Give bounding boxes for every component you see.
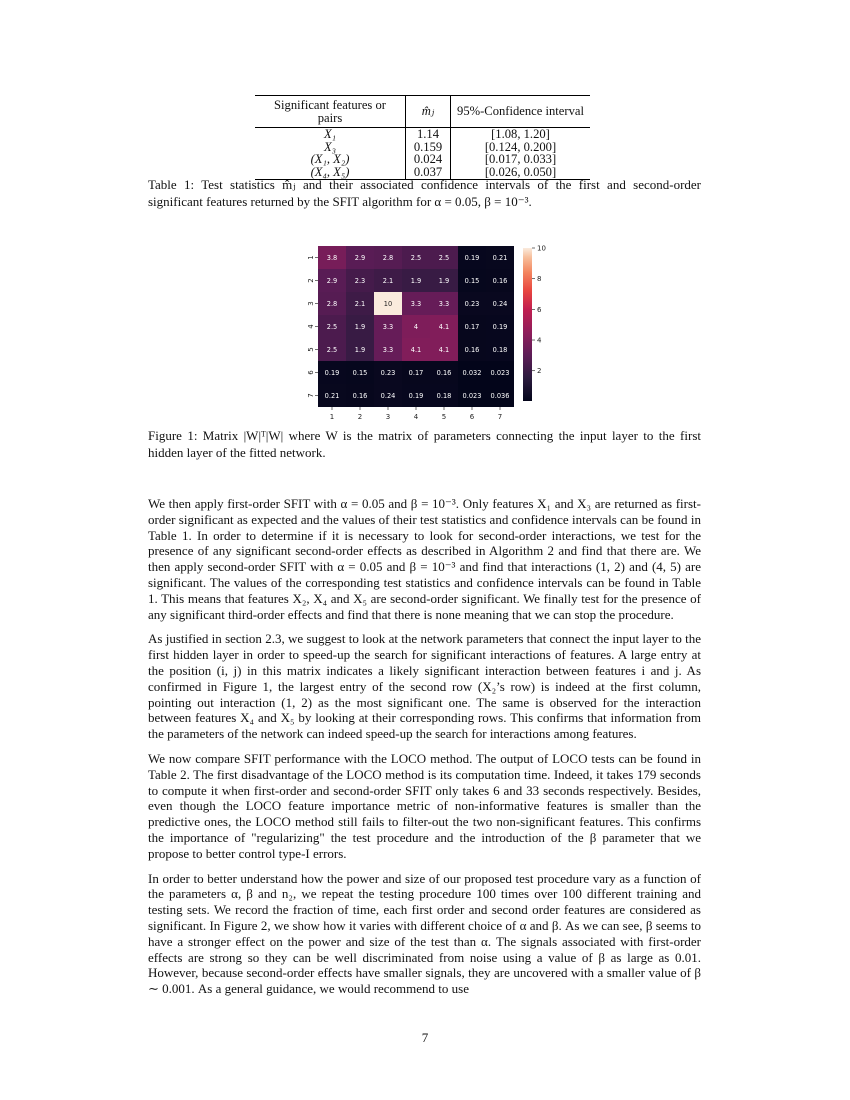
paragraph: In order to better understand how the power and size of our proposed test procedure vary as a function of the parameters α, β and n₂, we repeat the testing procedure 100 times over 100 different training and testing sets. We record the fraction of time, each first order and second order features are considered as significant. In Figure 2, we show how it varies with different choice of α and β. As we can see, β seems to have a stronger effect on the power and size of the test than α. The signals associated with first-order effects are strong so they can be well discriminated from noise using a value of β as large as 0.01. However, because second-order effects have smaller signals, they are uncovered with a smaller value of β ∼ 0.001. As a general guidance, we would recommend to use <box>148 870 701 997</box>
table-cell-ci: [1.08, 1.20] <box>451 128 591 141</box>
colorbar-tick-label: 6 <box>537 305 542 314</box>
heatmap-cell-label: 10 <box>383 300 393 308</box>
heatmap-cell-label: 2.3 <box>354 277 366 285</box>
heatmap-cell-label: 0.16 <box>492 277 508 285</box>
heatmap-cell-label: 4 <box>413 323 419 331</box>
heatmap-cell-label: 2.5 <box>410 254 422 262</box>
table-cell-feature: (X₄, X₅) <box>310 164 350 179</box>
heatmap-cell-label: 0.16 <box>436 369 452 377</box>
y-tick-label: 6 <box>307 370 315 375</box>
y-tick-label: 3 <box>307 301 315 306</box>
heatmap-cell-label: 4.1 <box>410 346 422 354</box>
body-text <box>148 496 701 1006</box>
x-tick-label: 4 <box>413 413 419 420</box>
page-number: 7 <box>421 1030 429 1045</box>
heatmap-cell-label: 0.023 <box>490 369 510 377</box>
heatmap-cell-label: 1.9 <box>410 277 422 285</box>
heatmap-cell-label: 0.21 <box>324 392 340 400</box>
x-tick-label: 1 <box>329 413 335 420</box>
colorbar-tick-label: 10 <box>537 244 546 253</box>
y-tick-label: 2 <box>307 278 315 283</box>
paragraph: We then apply first-order SFIT with α = 0.05 and β = 10⁻³. Only features X₁ and X₃ are returned as first-order significant as expected and the values of their test statistics and confidence intervals can be found in Table 1. In order to determine if it is necessary to look for second-order interactions, we test for the presence of any significant second-order effects as described in Algorithm 2 and find that there are. We then apply second-order SFIT with α = 0.05 and β = 10⁻³ and find that interactions (1, 2) and (4, 5) are significant. The values of the corresponding test statistics and confidence intervals can be found in Table 1. This means that features X₂, X₄ and X₅ are second-order significant. We finally test for the presence of any significant third-order effects and find that there is none meaning that we can stop the procedure. <box>148 496 701 622</box>
paragraph: As justified in section 2.3, we suggest to look at the network parameters that connect the input layer to the first hidden layer in order to speed-up the search for significant interactions of features. A large entry at the position (i, j) in this matrix indicates a likely significant interaction between features i and j. As confirmed in Figure 1, the largest entry of the second row (X₂’s row) is indeed at the first column, pointing out interaction (1, 2) as the most significant one. The same is observed for the interaction between features X₄ and X₅ by looking at their corresponding rows. This confirms that information from the parameters of the network can indeed speed-up the search for interactions among features. <box>148 631 701 742</box>
x-tick-label: 7 <box>497 413 503 420</box>
heatmap-cell-label: 0.24 <box>380 392 396 400</box>
table-header-row <box>255 96 590 128</box>
table-header-features: Significant features or pairs <box>274 98 386 125</box>
table-cell-feature: (X₁, X₂) <box>310 152 350 167</box>
heatmap-cell-label: 0.15 <box>352 369 368 377</box>
table-cell-feature: X₃ <box>323 139 337 154</box>
heatmap-cell-label: 4.1 <box>438 346 450 354</box>
results-table <box>255 95 590 180</box>
heatmap-cell-label: 0.15 <box>464 277 480 285</box>
x-tick-label: 3 <box>385 413 391 420</box>
heatmap-cell-label: 0.19 <box>464 254 480 262</box>
heatmap-cell-label: 0.17 <box>464 323 480 331</box>
heatmap-chart <box>300 238 560 420</box>
y-tick-label: 1 <box>307 255 315 260</box>
heatmap-cell-label: 2.1 <box>354 300 366 308</box>
heatmap-cell-label: 0.19 <box>408 392 424 400</box>
heatmap-cell-label: 2.1 <box>382 277 394 285</box>
y-tick-label: 4 <box>307 324 315 329</box>
table-cell-m: 0.037 <box>406 166 451 179</box>
heatmap-cell-label: 2.9 <box>354 254 366 262</box>
table-cell-ci: [0.124, 0.200] <box>451 141 591 154</box>
heatmap-cell-label: 0.19 <box>492 323 508 331</box>
heatmap-cell-label: 2.8 <box>382 254 394 262</box>
x-tick-label: 5 <box>441 413 447 420</box>
heatmap-cell-label: 3.3 <box>382 323 394 331</box>
heatmap-figure <box>300 238 560 420</box>
heatmap-cell-label: 2.5 <box>438 254 450 262</box>
colorbar <box>523 248 532 401</box>
table-header-m: m̂ⱼ <box>406 96 451 128</box>
heatmap-cell-label: 0.17 <box>408 369 424 377</box>
heatmap-cell-label: 3.3 <box>382 346 394 354</box>
table-caption: Table 1: Test statistics m̂ⱼ and their associated confidence intervals of the first and second-order significant features returned by the SFIT algorithm for α = 0.05, β = 10⁻³. <box>148 177 701 209</box>
table-cell-m: 0.159 <box>406 141 451 154</box>
heatmap-cell-label: 0.023 <box>462 392 482 400</box>
heatmap-cell-label: 0.21 <box>492 254 508 262</box>
heatmap-cell-label: 3.3 <box>410 300 422 308</box>
heatmap-cell-label: 2.5 <box>326 346 338 354</box>
heatmap-cell-label: 4.1 <box>438 323 450 331</box>
table-cell-m: 1.14 <box>406 128 451 141</box>
heatmap-cell-label: 0.18 <box>492 346 508 354</box>
heatmap-cell-label: 0.19 <box>324 369 340 377</box>
y-tick-label: 7 <box>307 393 315 398</box>
figure-caption: Figure 1: Matrix |W|ᵀ|W| where W is the matrix of parameters connecting the input layer to the first hidden layer of the fitted network. <box>148 428 701 460</box>
heatmap-cell-label: 0.036 <box>490 392 510 400</box>
heatmap-cell-label: 0.24 <box>492 300 508 308</box>
table-cell-feature: X₁ <box>323 127 337 142</box>
table-cell-m: 0.024 <box>406 153 451 166</box>
table-cell-ci: [0.026, 0.050] <box>451 166 591 179</box>
heatmap-cell-label: 1.9 <box>354 323 366 331</box>
heatmap-cell-label: 2.5 <box>326 323 338 331</box>
heatmap-cell-label: 3.3 <box>438 300 450 308</box>
paragraph: We now compare SFIT performance with the LOCO method. The output of LOCO tests can be found in Table 2. The first disadvantage of the LOCO method is its computation time. Indeed, it takes 179 seconds to compute it when first-order and second-order SFIT only takes 6 and 33 seconds respectively. Besides, even though the LOCO feature importance metric of non-informative features is smaller than the predictive ones, the LOCO method still fails to filter-out the two non-significant features. This confirms the importance of "regularizing" the test procedure and the introduction of the β parameter that we propose to better control type-I errors. <box>148 750 701 861</box>
heatmap-cell-label: 0.23 <box>464 300 480 308</box>
table-row <box>255 128 590 141</box>
heatmap-cell-label: 2.8 <box>326 300 338 308</box>
colorbar-tick-label: 8 <box>537 275 542 284</box>
heatmap-cell-label: 0.18 <box>436 392 452 400</box>
heatmap-cell-label: 0.16 <box>352 392 368 400</box>
heatmap-cell-label: 0.23 <box>380 369 396 377</box>
heatmap-cell-label: 0.16 <box>464 346 480 354</box>
y-tick-label: 5 <box>307 347 315 352</box>
colorbar-tick-label: 2 <box>537 367 542 376</box>
colorbar-tick-label: 4 <box>537 336 542 345</box>
heatmap-cell-label: 3.8 <box>326 254 338 262</box>
heatmap-cell-label: 0.032 <box>462 369 482 377</box>
table-header-ci: 95%-Confidence interval <box>451 96 591 128</box>
heatmap-cell-label: 1.9 <box>438 277 450 285</box>
x-tick-label: 6 <box>469 413 475 420</box>
heatmap-cell-label: 1.9 <box>354 346 366 354</box>
heatmap-cell-label: 2.9 <box>326 277 338 285</box>
table-cell-ci: [0.017, 0.033] <box>451 153 591 166</box>
x-tick-label: 2 <box>357 413 363 420</box>
